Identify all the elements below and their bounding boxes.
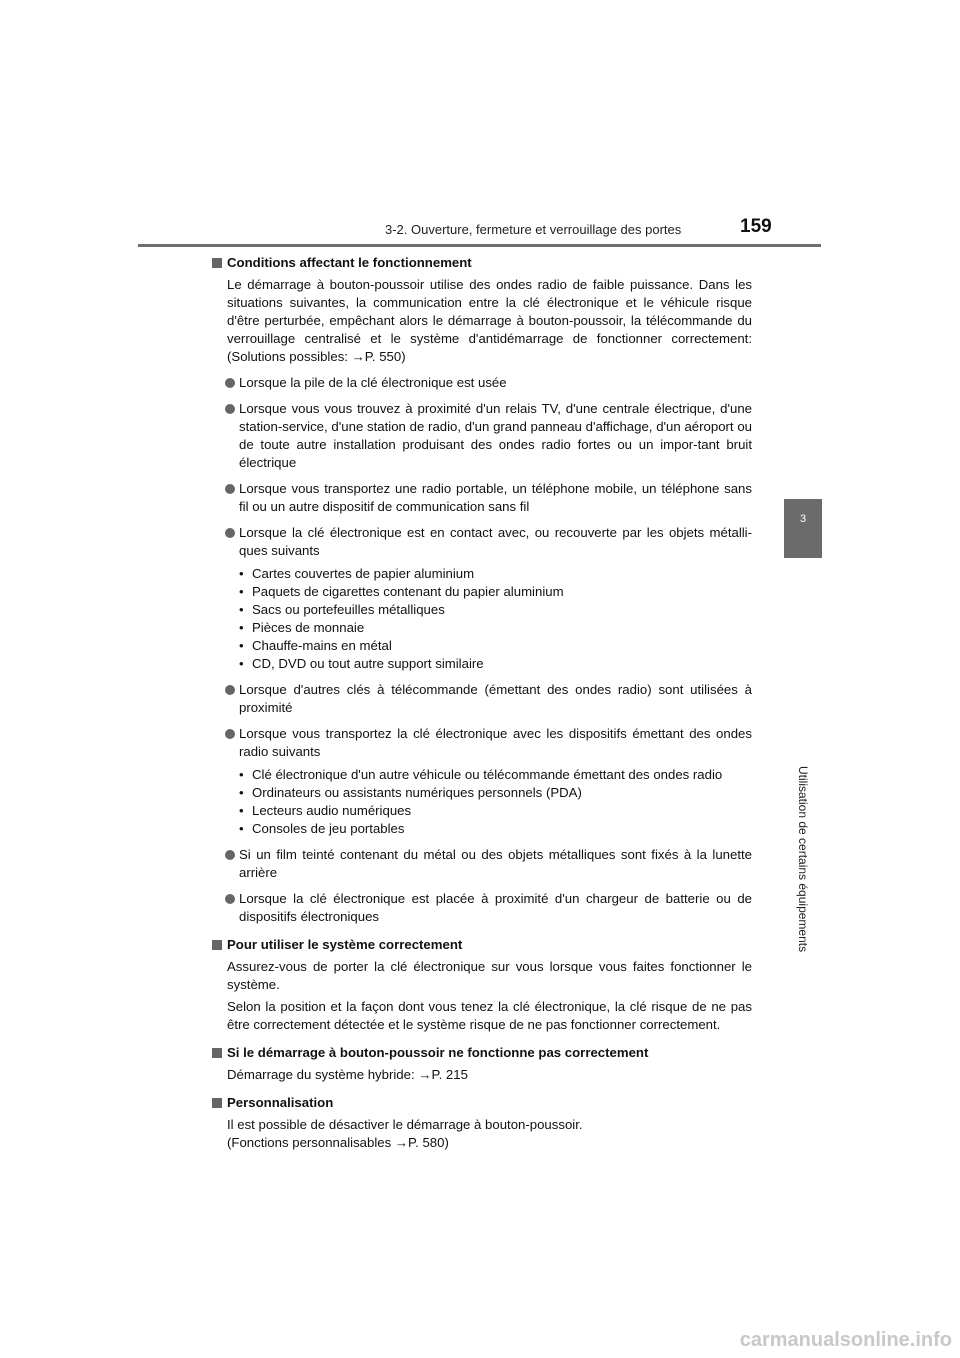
section-heading: Personnalisation — [212, 1094, 752, 1112]
section-heading: Pour utiliser le système correctement — [212, 936, 752, 954]
square-bullet-icon — [212, 1048, 222, 1058]
sub-list-item: • Sacs ou portefeuilles métalliques — [239, 602, 445, 617]
chapter-number: 3 — [799, 513, 807, 525]
circle-bullet-icon — [225, 685, 235, 695]
chapter-title: Utilisation de certains équipements — [796, 766, 810, 953]
square-bullet-icon — [212, 940, 222, 950]
list-item: Lorsque la clé électronique est placée à proximité d'un chargeur de batterie ou de dispositifs électroniques — [212, 890, 752, 926]
list-item: Lorsque la pile de la clé électronique est usée — [212, 374, 752, 392]
section-heading: Si le démarrage à bouton-poussoir ne fonctionne pas correctement — [212, 1044, 752, 1062]
sub-list-item: • Ordinateurs ou assistants numériques personnels (PDA) — [239, 785, 582, 800]
running-header: 3-2. Ouverture, fermeture et verrouillage des portes — [385, 222, 682, 237]
square-bullet-icon — [212, 258, 222, 268]
circle-bullet-icon — [225, 404, 235, 414]
header-divider — [138, 244, 821, 247]
sub-list-item: • Cartes couvertes de papier aluminium — [239, 566, 475, 581]
list-item: Lorsque vous transportez la clé électronique avec les dispositifs émettant des ondes radio suivants — [212, 725, 752, 761]
chapter-tab[interactable] — [784, 499, 822, 558]
list-item: Lorsque vous transportez une radio portable, un téléphone mobile, un téléphone sans fil ou un autre dispositif de communication sans fil — [212, 480, 752, 516]
paragraph: Le démarrage à bouton-poussoir utilise des ondes radio de faible puissance. Dans les situations suivantes, la communication entre la clé électronique et le véhicule risque d'être perturbée, empêchant alors le démarrage à bouton-poussoir, la télécommande du verrouillage centralisé et le système d'antidémarrage de fonctionner correctement: (Solutions possibles: →P. 550) — [227, 277, 752, 364]
circle-bullet-icon — [225, 850, 235, 860]
square-bullet-icon — [212, 1098, 222, 1108]
sub-list-devices — [212, 766, 752, 838]
sub-list-item: • Pièces de monnaie — [239, 620, 365, 635]
sub-list-item: • Paquets de cigarettes contenant du papier aluminium — [239, 584, 564, 599]
circle-bullet-icon — [225, 378, 235, 388]
sub-list-item: • Chauffe-mains en métal — [239, 638, 392, 653]
paragraph: Il est possible de désactiver le démarrage à bouton-poussoir. — [227, 1117, 583, 1132]
circle-bullet-icon — [225, 729, 235, 739]
section-heading: Conditions affectant le fonctionnement — [212, 254, 752, 272]
watermark: carmanualsonline.info — [739, 1329, 952, 1351]
page-number: 159 — [740, 216, 772, 237]
sub-list-item: • Clé électronique d'un autre véhicule ou télécommande émettant des ondes radio — [239, 767, 723, 782]
list-item: Lorsque vous vous trouvez à proximité d'un relais TV, d'une centrale électrique, d'une station-service, d'une station de radio, d'un grand panneau d'affichage, d'un aéroport ou de toute autre installation produisant des ondes radio fortes ou un impor-tant bruit électrique — [212, 400, 752, 472]
sub-list-item: • CD, DVD ou tout autre support similaire — [239, 656, 484, 671]
circle-bullet-icon — [225, 528, 235, 538]
page-content — [212, 254, 752, 1152]
sub-list-item: • Lecteurs audio numériques — [239, 803, 412, 818]
paragraph: (Fonctions personnalisables →P. 580) — [227, 1135, 449, 1150]
circle-bullet-icon — [225, 484, 235, 494]
paragraph: Selon la position et la façon dont vous tenez la clé électronique, la clé risque de ne pas être correctement détectée et le système risque de ne pas fonctionner correctement. — [227, 999, 752, 1032]
list-item: Lorsque d'autres clés à télécommande (émettant des ondes radio) sont utilisées à proximité — [212, 681, 752, 717]
paragraph: Démarrage du système hybride: →P. 215 — [227, 1067, 468, 1082]
sub-list-item: • Consoles de jeu portables — [239, 821, 405, 836]
list-item: Lorsque la clé électronique est en contact avec, ou recouverte par les objets métalli-ques suivants — [212, 524, 752, 560]
list-item: Si un film teinté contenant du métal ou des objets métalliques sont fixés à la lunette arrière — [212, 846, 752, 882]
sub-list-metal-objects — [212, 565, 752, 673]
circle-bullet-icon — [225, 894, 235, 904]
paragraph: Assurez-vous de porter la clé électronique sur vous lorsque vous faites fonctionner le système. — [227, 959, 752, 992]
